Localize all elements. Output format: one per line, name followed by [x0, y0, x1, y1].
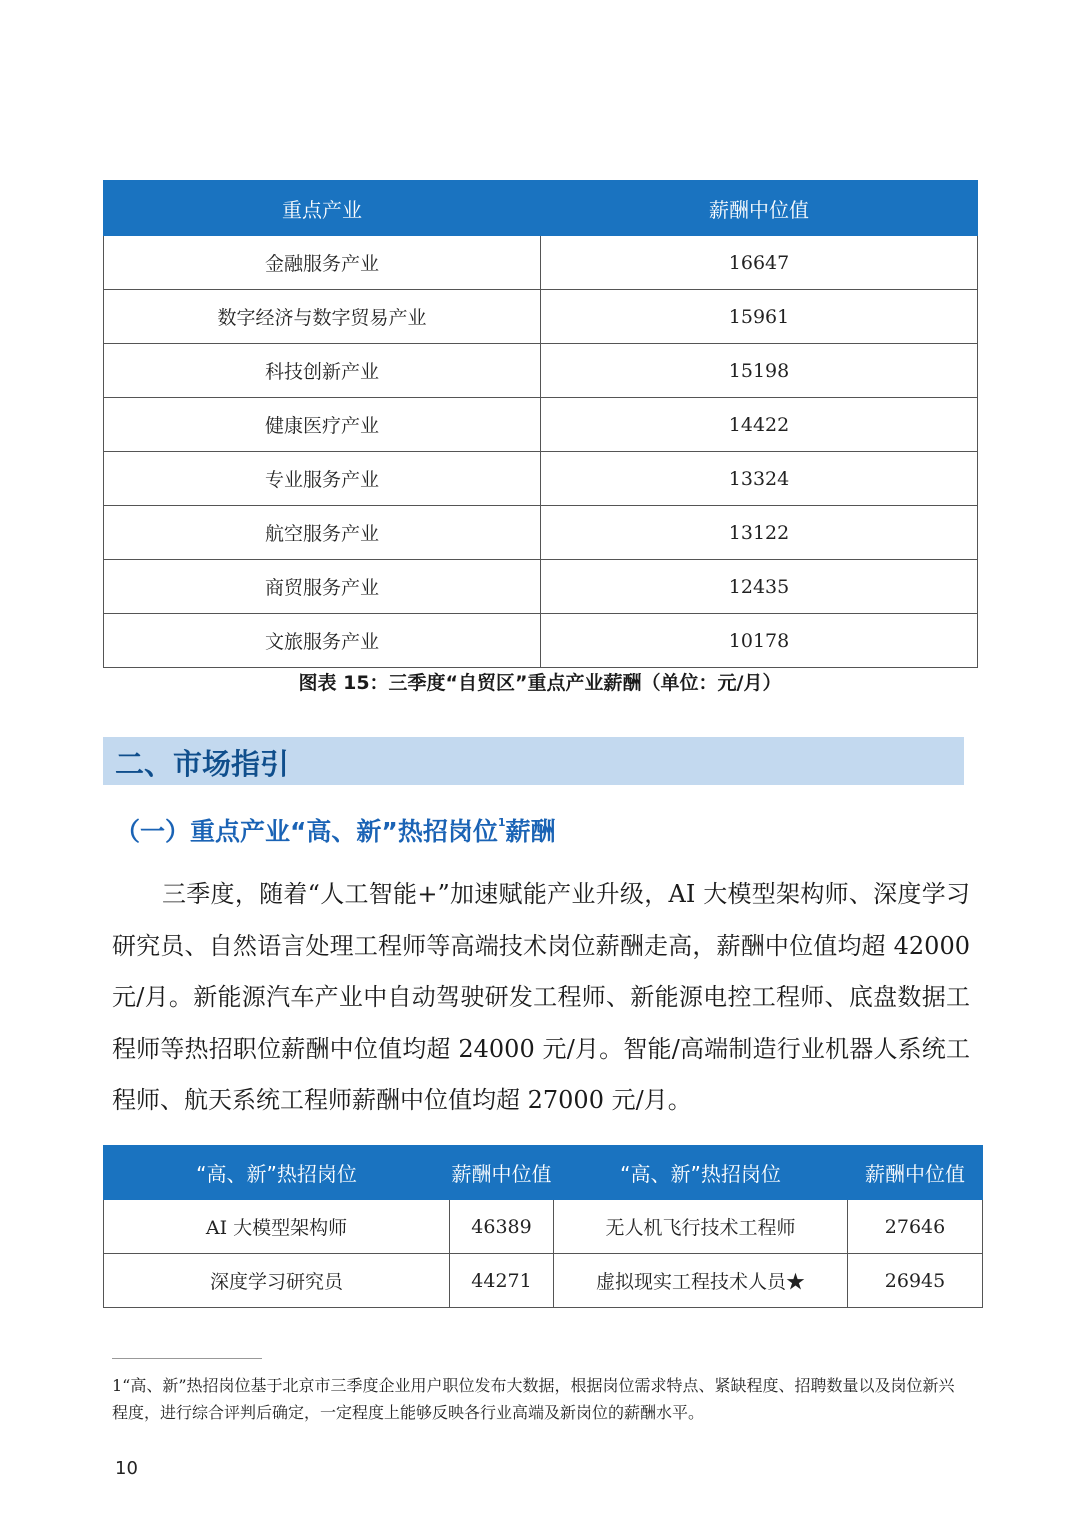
- median-salary: 14422: [541, 398, 978, 452]
- table-row: [104, 398, 978, 452]
- header-median-salary: 薪酬中位值: [541, 181, 978, 236]
- industry-name: 专业服务产业: [104, 452, 541, 506]
- header-hot-job: “高、新”热招岗位: [104, 1146, 450, 1200]
- header-industry: 重点产业: [104, 181, 541, 236]
- table-row: [104, 344, 978, 398]
- footnote-reference[interactable]: 1: [497, 816, 506, 829]
- job-title: 深度学习研究员: [104, 1254, 450, 1308]
- median-salary: 26945: [848, 1254, 983, 1308]
- industry-name: 数字经济与数字贸易产业: [104, 290, 541, 344]
- industry-name: 健康医疗产业: [104, 398, 541, 452]
- table-row: [104, 236, 978, 290]
- table-row: [104, 1254, 983, 1308]
- footnote-divider: [112, 1358, 262, 1359]
- table-row: [104, 614, 978, 668]
- body-paragraph: 三季度，随着“人工智能+”加速赋能产业升级，AI 大模型架构师、深度学习研究员、自然语言处理工程师等高端技术岗位薪酬走高，薪酬中位值均超 42000 元/月。新能源汽车产业中自动驾驶研发工程师、新能源电控工程师、底盘数据工程师等热招职位薪酬中位值均超 24000 元/月。智能/高端制造行业机器人系统工程师、航天系统工程师薪酬中位值均超 27000 元/月。: [112, 880, 970, 1114]
- industry-name: 航空服务产业: [104, 506, 541, 560]
- header-hot-job: “高、新”热招岗位: [554, 1146, 848, 1200]
- median-salary: 12435: [541, 560, 978, 614]
- table-header-row: [104, 1146, 983, 1200]
- median-salary: 15198: [541, 344, 978, 398]
- median-salary: 13324: [541, 452, 978, 506]
- page-number: 10: [115, 1458, 138, 1479]
- footnote: 1“高、新”热招岗位基于北京市三季度企业用户职位发布大数据，根据岗位需求特点、紧缺程度、招聘数量以及岗位新兴程度，进行综合评判后确定，一定程度上能够反映各行业高端及新岗位的薪酬水平。: [112, 1376, 955, 1422]
- table-row: [104, 1200, 983, 1254]
- subsection-title: [115, 812, 556, 848]
- job-title: 虚拟现实工程技术人员★: [554, 1254, 848, 1308]
- industry-name: 科技创新产业: [104, 344, 541, 398]
- section-header: [103, 737, 964, 785]
- table-row: [104, 290, 978, 344]
- table-row: [104, 452, 978, 506]
- median-salary: 16647: [541, 236, 978, 290]
- job-title: 无人机飞行技术工程师: [554, 1200, 848, 1254]
- median-salary: 27646: [848, 1200, 983, 1254]
- header-median-salary: 薪酬中位值: [848, 1146, 983, 1200]
- industry-name: 文旅服务产业: [104, 614, 541, 668]
- table-row: [104, 560, 978, 614]
- job-title: AI 大模型架构师: [104, 1200, 450, 1254]
- median-salary: 15961: [541, 290, 978, 344]
- subsection-title-tail: 薪酬: [505, 817, 556, 846]
- median-salary: 10178: [541, 614, 978, 668]
- hot-jobs-salary-table: [103, 1145, 983, 1308]
- median-salary: 46389: [450, 1200, 554, 1254]
- median-salary: 13122: [541, 506, 978, 560]
- table-header-row: [104, 181, 978, 236]
- median-salary: 44271: [450, 1254, 554, 1308]
- industry-name: 金融服务产业: [104, 236, 541, 290]
- header-median-salary: 薪酬中位值: [450, 1146, 554, 1200]
- table-caption: 图表 15：三季度“自贸区”重点产业薪酬（单位：元/月）: [298, 672, 782, 694]
- industry-name: 商贸服务产业: [104, 560, 541, 614]
- industry-salary-table: [103, 180, 978, 668]
- subsection-title-text: （一）重点产业“高、新”热招岗位: [115, 817, 498, 846]
- table-row: [104, 506, 978, 560]
- section-title: 二、市场指引: [115, 747, 290, 781]
